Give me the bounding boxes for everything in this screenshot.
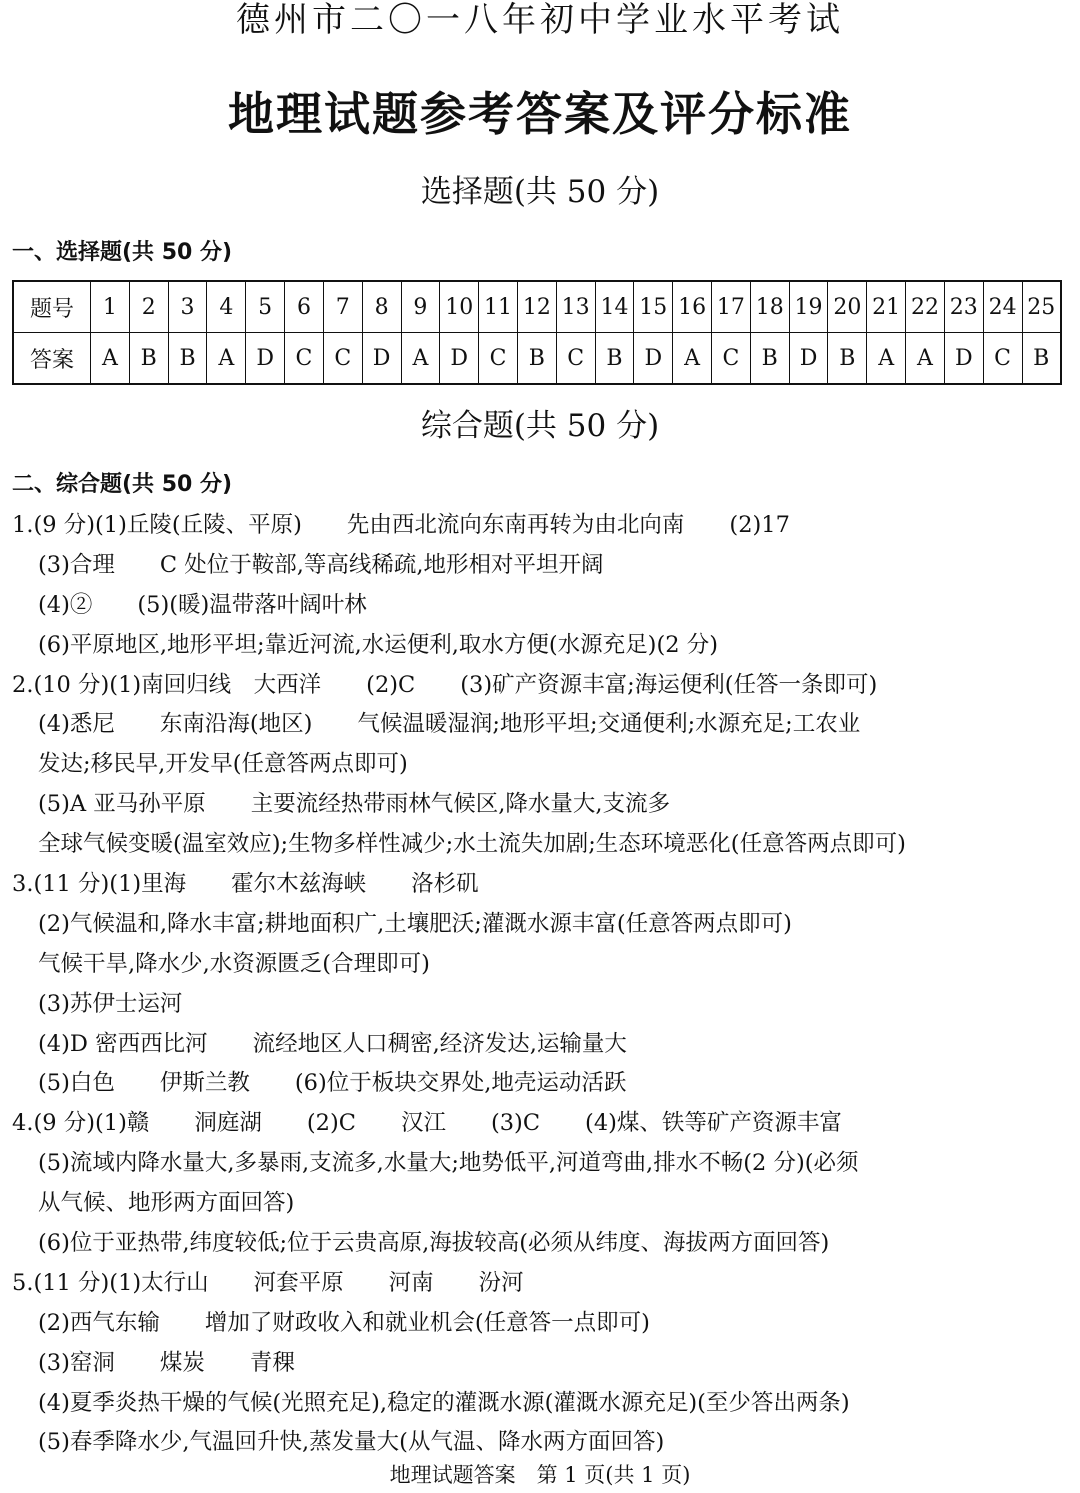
answer-cell: B [168,333,207,385]
answer-cell: A [906,333,945,385]
answer-line: (5)春季降水少,气温回升快,蒸发量大(从气温、降水两方面回答) [38,1429,665,1456]
answer-cell: C [285,333,324,385]
question-number-cell: 13 [556,281,595,333]
answer-line: 2.(10 分)(1)南回归线 大西洋 (2)C (3)矿产资源丰富;海运便利(任答一条即可) [12,671,878,698]
question-number-cell: 6 [285,281,324,333]
answer-line: (6)平原地区,地形平坦;靠近河流,水运便利,取水方便(水源充足)(2 分) [38,631,718,658]
part1-title: 选择题(共 50 分) [420,174,660,210]
answer-cell: A [673,333,712,385]
question-number-cell: 14 [595,281,634,333]
answer-cell: D [944,333,983,385]
answer-cell: A [207,333,246,385]
answer-cell: C [479,333,518,385]
answer-cell: A [401,333,440,385]
answer-cell: C [712,333,751,385]
answer-cell: A [867,333,906,385]
part2-title: 综合题(共 50 分) [420,408,660,444]
answer-cell: D [789,333,828,385]
answer-table [12,280,1062,385]
answer-line: 1.(9 分)(1)丘陵(丘陵、平原) 先由西北流向东南再转为由北向南 (2)17 [12,512,790,538]
question-number-cell: 21 [867,281,906,333]
question-number-cell: 20 [828,281,867,333]
question-number-cell: 24 [983,281,1022,333]
answer-line: (3)苏伊士运河 [38,990,183,1017]
answer-cell: A [91,333,130,385]
question-number-cell: 15 [634,281,673,333]
answer-cell: D [362,333,401,385]
question-number-cell: 8 [362,281,401,333]
question-number-cell: 17 [712,281,751,333]
answer-line: 从气候、地形两方面回答) [38,1190,295,1217]
answer-cell: B [517,333,556,385]
part1-heading: 一、选择题(共 50 分) [12,240,233,265]
answer-cell: B [750,333,789,385]
answer-line: (2)气候温和,降水丰富;耕地面积广,土壤肥沃;灌溉水源丰富(任意答两点即可) [38,910,792,937]
answer-line: (2)西气东输 增加了财政收入和就业机会(任意答一点即可) [38,1309,650,1336]
answer-cell: C [983,333,1022,385]
answer-cell: B [129,333,168,385]
question-number-cell: 3 [168,281,207,333]
answer-line: 5.(11 分)(1)太行山 河套平原 河南 汾河 [12,1269,524,1296]
question-number-cell: 19 [789,281,828,333]
answer-line: 全球气候变暖(温室效应);生物多样性减少;水土流失加剧;生态环境恶化(任意答两点即可) [38,831,906,858]
question-number-cell: 1 [91,281,130,333]
answer-cell: B [828,333,867,385]
question-number-cell: 18 [750,281,789,333]
answer-cell: D [440,333,479,385]
question-number-cell: 22 [906,281,945,333]
question-number-row [13,281,1061,333]
question-number-cell: 23 [944,281,983,333]
question-number-cell: 10 [440,281,479,333]
answer-line: (5)流域内降水量大,多暴雨,支流多,水量大;地势低平,河道弯曲,排水不畅(2 分)(必须 [38,1150,859,1177]
answer-line: (4)夏季炎热干燥的气候(光照充足),稳定的灌溉水源(灌溉水源充足)(至少答出两条) [38,1389,850,1416]
answer-cell: B [1022,333,1061,385]
answer-line: (3)合理 C 处位于鞍部,等高线稀疏,地形相对平坦开阔 [38,551,604,578]
question-number-cell: 2 [129,281,168,333]
answer-cell: B [595,333,634,385]
answer-line: (5)A 亚马孙平原 主要流经热带雨林气候区,降水量大,支流多 [38,791,671,818]
answer-cell: D [634,333,673,385]
row-label-answer: 答案 [13,333,91,385]
exam-name: 德州市二〇一八年初中学业水平考试 [236,0,844,40]
answer-cell: C [556,333,595,385]
answer-line: (4)悉尼 东南沿海(地区) 气候温暖湿润;地形平坦;交通便利;水源充足;工农业 [38,711,861,738]
question-number-cell: 16 [673,281,712,333]
question-number-cell: 11 [479,281,518,333]
answer-line: (3)窑洞 煤炭 青稞 [38,1349,295,1376]
page-footer: 地理试题答案 第 1 页(共 1 页) [389,1463,691,1487]
question-number-cell: 9 [401,281,440,333]
answer-line: 3.(11 分)(1)里海 霍尔木兹海峡 洛杉矶 [12,871,479,898]
question-number-cell: 5 [246,281,285,333]
question-number-cell: 12 [517,281,556,333]
question-number-cell: 25 [1022,281,1061,333]
answer-row [13,333,1061,385]
answer-line: (5)白色 伊斯兰教 (6)位于板块交界处,地壳运动活跃 [38,1070,627,1097]
composite-answers [12,506,1062,1463]
answer-cell: C [323,333,362,385]
question-number-cell: 7 [323,281,362,333]
answer-line: 气候干旱,降水少,水资源匮乏(合理即可) [38,950,430,977]
question-number-cell: 4 [207,281,246,333]
answer-line: (4)② (5)(暖)温带落叶阔叶林 [38,591,367,618]
row-label-number: 题号 [13,281,91,333]
answer-line: 4.(9 分)(1)赣 洞庭湖 (2)C 汉江 (3)C (4)煤、铁等矿产资源丰富 [12,1110,842,1137]
answer-line: (4)D 密西西比河 流经地区人口稠密,经济发达,运输量大 [38,1030,627,1057]
answer-cell: D [246,333,285,385]
part2-heading: 二、综合题(共 50 分) [12,472,233,497]
answer-line: (6)位于亚热带,纬度较低;位于云贵高原,海拔较高(必须从纬度、海拔两方面回答) [38,1230,830,1257]
page-title: 地理试题参考答案及评分标准 [228,87,852,141]
answer-line: 发达;移民早,开发早(任意答两点即可) [38,751,408,778]
